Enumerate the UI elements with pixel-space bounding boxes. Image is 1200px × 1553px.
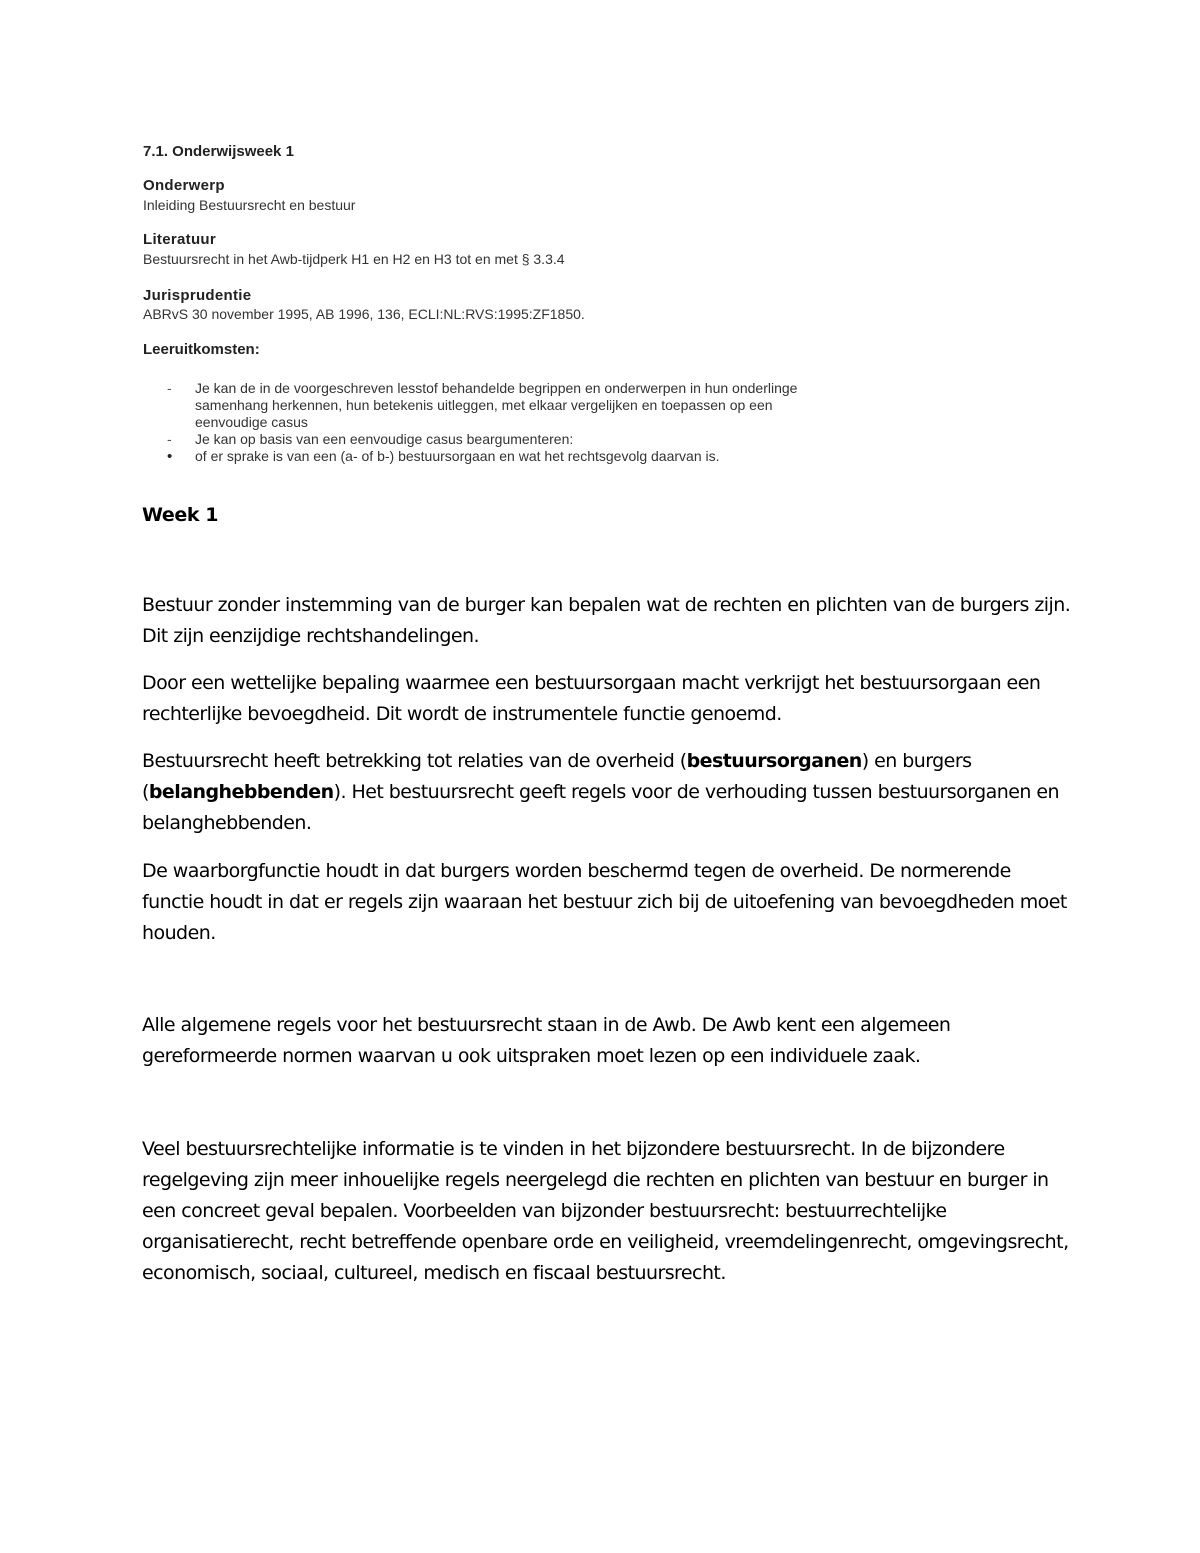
- bullet-marker-icon: •: [167, 448, 173, 465]
- jurisprudentie-text: ABRvS 30 november 1995, AB 1996, 136, ECLI:NL:RVS:1995:ZF1850.: [143, 306, 585, 322]
- list-item-text: Je kan op basis van een eenvoudige casus beargumenteren:: [195, 431, 574, 447]
- paragraph-6: [142, 1134, 1072, 1289]
- list-item-text: of er sprake is van een (a- of b-) bestuursorgaan en wat het rechtsgevolg daarvan is.: [195, 448, 720, 464]
- p3-part1: Bestuursrecht heeft betrekking tot relaties van de overheid (: [142, 750, 687, 772]
- literatuur-heading: Literatuur: [143, 231, 217, 248]
- p3-part3: ). Het bestuursrecht geeft regels voor de verhouding tussen bestuursorganen en belanghebbenden.: [142, 781, 1060, 834]
- paragraph-6-text: Veel bestuursrechtelijke informatie is te vinden in het bijzondere bestuursrecht. In de bijzondere regelgeving zijn meer inhouelijke regels neergelegd die rechten en plichten van bestuur en burger in een concreet geval bepalen. Voorbeelden van bijzonder bestuursrecht: bestuurrechtelijke organisatierecht, recht betreffende openbare orde en veiligheid, vreemdelingenrecht, omgevingsrecht, economisch, sociaal, cultureel, medisch en fiscaal bestuursrecht.: [142, 1138, 1069, 1284]
- paragraph-5-text: Alle algemene regels voor het bestuursrecht staan in de Awb. De Awb kent een algemeen gereformeerde normen waarvan u ook uitspraken moet lezen op een individuele zaak.: [142, 1014, 951, 1067]
- paragraph-5: [142, 1010, 1072, 1072]
- paragraph-4-text: De waarborgfunctie houdt in dat burgers worden beschermd tegen de overheid. De normerende functie houdt in dat er regels zijn waaraan het bestuur zich bij de uitoefening van bevoegdheden moet houden.: [142, 860, 1067, 944]
- p3-bold-bestuursorganen: bestuursorganen: [686, 750, 862, 772]
- jurisprudentie-heading: Jurisprudentie: [143, 287, 252, 304]
- paragraph-2: [142, 668, 1072, 730]
- dash-marker-icon: -: [167, 431, 172, 447]
- dash-marker-icon: -: [167, 380, 172, 396]
- leeruitkomsten-heading: Leeruitkomsten:: [143, 341, 260, 358]
- paragraph-1: [142, 590, 1072, 652]
- paragraph-4: [142, 856, 1072, 949]
- paragraph-3: [142, 746, 1072, 839]
- paragraph-2-text: Door een wettelijke bepaling waarmee een bestuursorgaan macht verkrijgt het bestuursorgaan een rechterlijke bevoegdheid. Dit wordt de instrumentele functie genoemd.: [142, 672, 1041, 725]
- p3-part2: ) en burgers (: [142, 750, 972, 803]
- list-item: [167, 448, 807, 465]
- list-item: [167, 431, 807, 448]
- list-item: [167, 380, 807, 431]
- literatuur-text: Bestuursrecht in het Awb-tijdperk H1 en H2 en H3 tot en met § 3.3.4: [143, 251, 565, 267]
- paragraph-1-text: Bestuur zonder instemming van de burger kan bepalen wat de rechten en plichten van de burgers zijn. Dit zijn eenzijdige rechtshandelingen.: [142, 594, 1071, 647]
- leeruitkomsten-list: [167, 380, 807, 465]
- paragraph-3-text: [142, 746, 1072, 839]
- onderwerp-heading: Onderwerp: [143, 177, 225, 194]
- p3-bold-belanghebbenden: belanghebbenden: [148, 781, 334, 803]
- week-heading: Week 1: [142, 504, 219, 526]
- excerpt-title: 7.1. Onderwijsweek 1: [143, 143, 294, 160]
- onderwerp-text: Inleiding Bestuursrecht en bestuur: [143, 197, 356, 213]
- list-item-text: Je kan de in de voorgeschreven lesstof behandelde begrippen en onderwerpen in hun onderlinge samenhang herkennen, hun betekenis uitleggen, met elkaar vergelijken en toepassen op een eenvoudige casus: [195, 380, 798, 430]
